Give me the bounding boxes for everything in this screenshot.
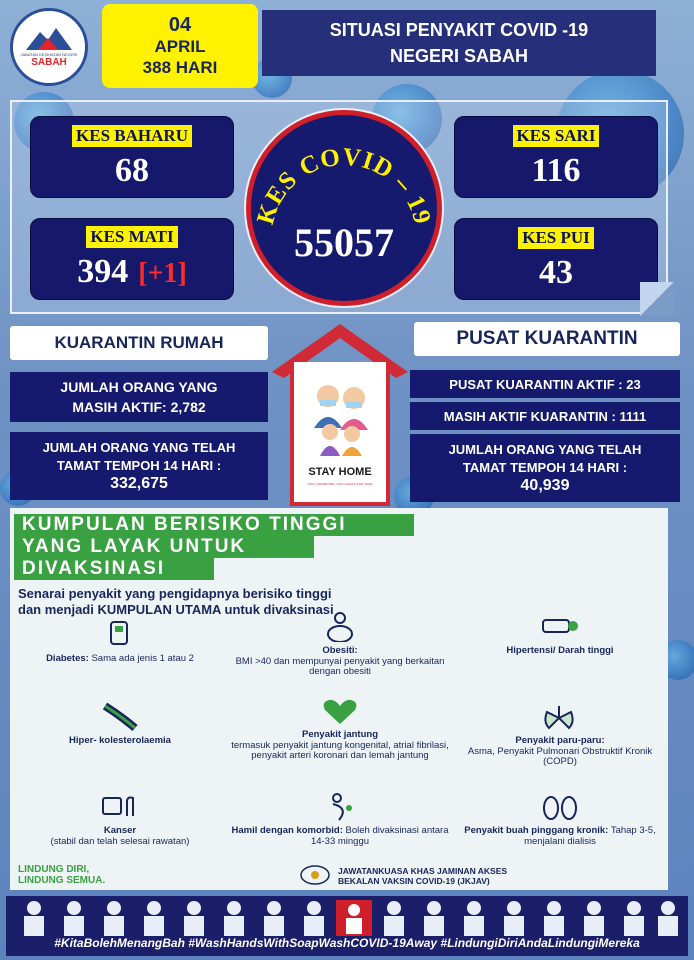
pusat-masih-aktif: MASIH AKTIF KUARANTIN : 1111 <box>410 402 680 430</box>
page-fold-corner <box>640 282 674 316</box>
lungs-icon <box>539 702 581 732</box>
pusat-kuarantin-aktif: PUSAT KUARANTIN AKTIF : 23 <box>410 370 680 398</box>
kes-covid-label: KES COVID – 19 <box>252 143 436 228</box>
risk-desc: Asma, Penyakit Pulmonari Obstruktif Kronik (COPD) <box>467 745 653 767</box>
pusat-kuarantin-tamat <box>410 434 680 502</box>
poster-band-2: YANG LAYAK UNTUK <box>14 536 314 558</box>
risk-desc: Boleh divaksinasi antara 14-33 minggu <box>310 825 449 847</box>
risk-title: Obesiti: <box>322 645 358 656</box>
family-icon <box>306 378 376 458</box>
risk-title: Kanser <box>103 825 137 836</box>
vaccination-poster <box>10 508 668 890</box>
poster-subtitle-1: Senarai penyakit yang pengidapnya berisiko tinggi <box>18 586 332 601</box>
poster-band-3: DIVAKSINASI <box>14 558 214 580</box>
cancer-icon <box>99 792 141 822</box>
stay-home-title: STAY HOME <box>308 466 372 478</box>
risk-item-obesiti <box>230 612 450 678</box>
risk-item-kanser <box>10 792 230 847</box>
title-line-1: SITUASI PENYAKIT COVID -19 <box>329 20 589 40</box>
kuarantin-rumah-tamat <box>10 432 268 500</box>
stay-home-illustration <box>270 322 410 506</box>
date-day: 04 <box>168 14 192 36</box>
tamat-line-2: TAMAT TEMPOH 14 HARI : <box>56 458 222 473</box>
risk-desc: (stabil dan telah selesai rawatan) <box>50 835 190 847</box>
kes-covid-arc <box>251 115 437 301</box>
footer-right-2: BEKALAN VAKSIN COVID-19 (JKJAV) <box>338 876 490 886</box>
aktif-line-2: MASIH AKTIF: 2,782 <box>72 399 206 415</box>
kidney-icon <box>539 792 581 822</box>
poster-footer <box>10 862 668 890</box>
svg-text:KES COVID – 19 <box>252 143 436 227</box>
kes-mati-card <box>30 218 234 300</box>
kes-covid-circle <box>246 110 442 306</box>
kes-pui-card <box>454 218 658 300</box>
risk-item-penyakit-jantung <box>230 696 450 762</box>
risk-item-hipertensi <box>450 612 670 657</box>
date-month: APRIL <box>154 37 206 56</box>
kes-mati-delta: [+1] <box>138 258 187 289</box>
footer-left-1: LINDUNG DIRI, <box>18 864 90 875</box>
poster-subtitle-2: dan menjadi KUMPULAN UTAMA untuk divaksinasi <box>18 602 334 617</box>
kes-mati-value: 394 <box>77 253 129 290</box>
risk-item-hiperkolesterolaemia <box>10 702 230 747</box>
pusat-tamat-line-1: JUMLAH ORANG YANG TELAH <box>448 442 642 457</box>
risk-desc: Sama ada jenis 1 atau 2 <box>91 653 194 664</box>
mountain-icon <box>24 26 74 52</box>
risk-desc: Tahap 3-5, menjalani dialisis <box>524 825 656 847</box>
risk-title: Diabetes: <box>46 653 89 664</box>
kes-pui-value: 43 <box>539 254 573 291</box>
risk-title: Penyakit jantung <box>301 729 378 740</box>
tamat-value: 332,675 <box>110 475 168 492</box>
footer-left-2: LINDUNG SEMUA. <box>18 875 106 886</box>
sabah-health-logo <box>10 8 88 86</box>
aktif-line-1: JUMLAH ORANG YANG <box>60 379 218 395</box>
date-box <box>102 4 258 88</box>
pusat-tamat-value: 40,939 <box>520 477 570 494</box>
kes-covid-total: 55057 <box>294 220 394 265</box>
kuarantin-rumah-aktif <box>10 372 268 422</box>
kes-baharu-value: 68 <box>115 152 149 189</box>
risk-title: Penyakit paru-paru: <box>515 735 605 746</box>
risk-title: Penyakit buah pinggang kronik: <box>464 825 609 836</box>
tamat-line-1: JUMLAH ORANG YANG TELAH <box>42 440 236 455</box>
kes-sari-value: 116 <box>531 152 581 189</box>
risk-title: Hipertensi/ Darah tinggi <box>506 645 614 656</box>
page-title <box>262 10 656 76</box>
kes-baharu-card <box>30 116 234 198</box>
risk-item-diabetes <box>10 620 230 665</box>
kuarantin-rumah-heading: KUARANTIN RUMAH <box>10 326 268 360</box>
hashtag-banner <box>6 896 688 956</box>
risk-item-hamil <box>230 792 450 847</box>
risk-item-paru-paru <box>450 702 670 768</box>
logo-org: JABATAN KESIHATAN NEGERI <box>20 52 78 57</box>
risk-title: Hamil dengan komorbid: <box>231 825 343 836</box>
risk-item-buah-pinggang <box>450 792 670 847</box>
heart-icon <box>319 696 361 726</box>
kes-mati-value-row <box>77 254 187 292</box>
risk-desc: BMI >40 dan mempunyai penyakit yang berkaitan dengan obesiti <box>235 655 445 677</box>
stay-home-subtitle: STAY CONNECTED, STAY CALM & STAY SAFE <box>307 482 373 486</box>
date-days-count: 388 HARI <box>142 58 218 77</box>
blood-pressure-icon <box>539 612 581 642</box>
frontliners-icon <box>14 898 680 936</box>
government-emblem-icon <box>298 864 332 886</box>
risk-desc: termasuk penyakit jantung kongenital, atrial fibrilasi, penyakit arteri koronari dan lemah jantung <box>231 739 449 761</box>
kes-mati-label: KES MATI <box>86 226 177 248</box>
footer-right-1: JAWATANKUASA KHAS JAMINAN AKSES <box>338 866 508 876</box>
logo-name: SABAH <box>31 57 67 68</box>
poster-band-1: KUMPULAN BERISIKO TINGGI <box>14 514 414 536</box>
pregnancy-icon <box>319 792 361 822</box>
kes-sari-label: KES SARI <box>513 125 600 147</box>
kes-sari-card <box>454 116 658 198</box>
hashtags: #KitaBolehMenangBah #WashHandsWithSoapWashCOVID-19Away #LindungiDiriAndaLindungiMereka <box>54 936 640 950</box>
risk-title: Hiper- kolesterolaemia <box>69 735 171 746</box>
pusat-tamat-line-2: TAMAT TEMPOH 14 HARI : <box>462 460 628 475</box>
pusat-kuarantin-heading: PUSAT KUARANTIN <box>414 322 680 356</box>
glucose-meter-icon <box>99 620 141 650</box>
kes-baharu-label: KES BAHARU <box>72 125 192 147</box>
artery-icon <box>99 702 141 732</box>
obesity-icon <box>319 612 361 642</box>
title-line-2: NEGERI SABAH <box>389 46 528 66</box>
kes-pui-label: KES PUI <box>518 227 594 249</box>
